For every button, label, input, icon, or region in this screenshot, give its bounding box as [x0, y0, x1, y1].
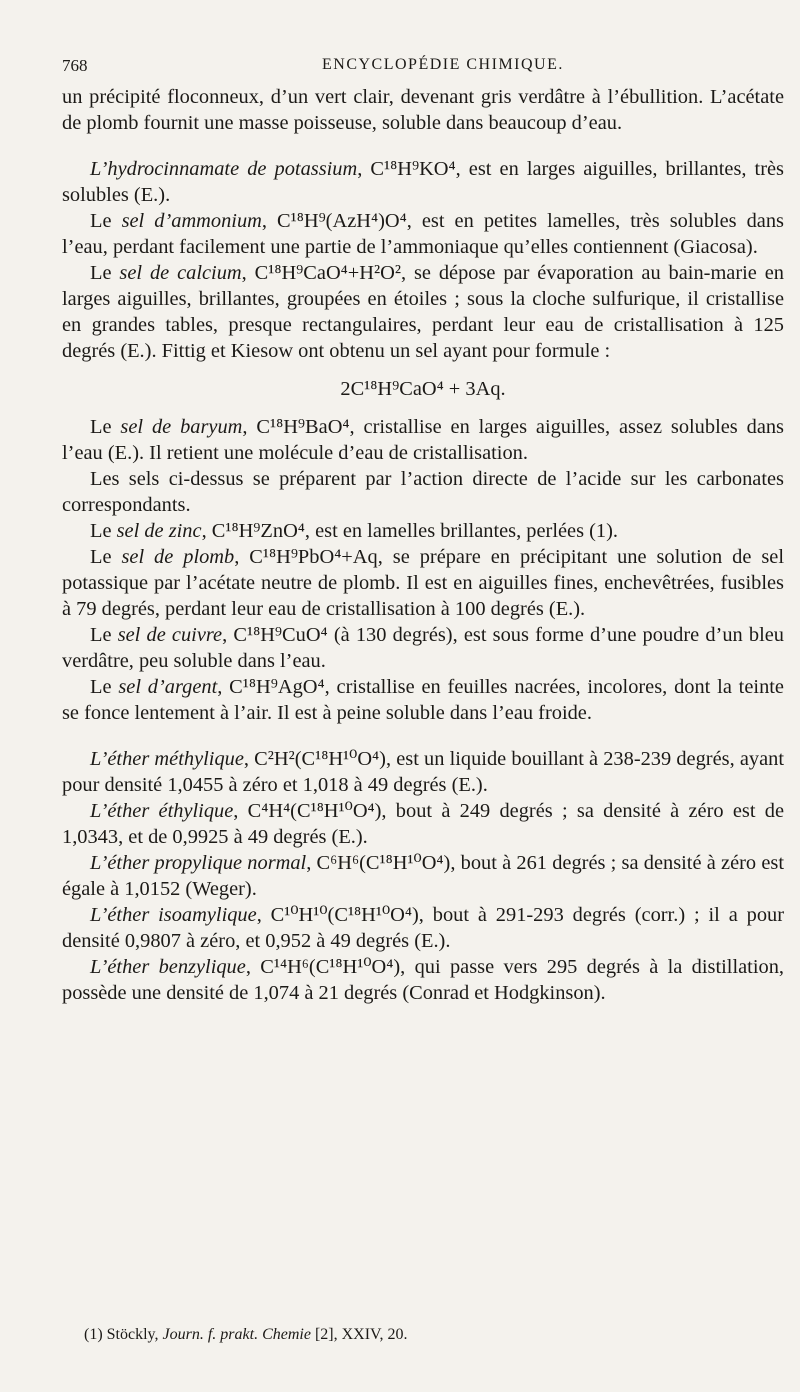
term: L’éther méthylique	[90, 748, 244, 770]
paragraph-silver-salt: Le sel d’argent, C¹⁸H⁹AgO⁴, cristallise en feuilles nacrées, incolores, dont la teinte se fonce lentement à l’air. Il est à peine soluble dans l’eau froide.	[62, 676, 784, 724]
paragraph-methyl-ether: L’éther méthylique, C²H²(C¹⁸H¹⁰O⁴), est un liquide bouillant à 238-239 degrés, ayant pour densité 1,0455 à zéro et 1,018 à 49 degrés (E.).	[62, 748, 784, 796]
paragraph-propyl-ether: L’éther propylique normal, C⁶H⁶(C¹⁸H¹⁰O⁴), bout à 261 degrés ; sa densité à zéro est égale à 1,0152 (Weger).	[62, 852, 784, 900]
paragraph-ethyl-ether: L’éther éthylique, C⁴H⁴(C¹⁸H¹⁰O⁴), bout à 249 degrés ; sa densité à zéro est de 1,0343, et de 0,9925 à 49 degrés (E.).	[62, 800, 784, 848]
term: sel de baryum	[120, 416, 243, 438]
page-number: 768	[62, 56, 88, 75]
term: sel d’argent	[118, 676, 218, 698]
journal-title: Journ. f. prakt. Chemie	[162, 1326, 311, 1343]
page-body	[62, 84, 784, 1006]
paragraph-barium-salt: Le sel de baryum, C¹⁸H⁹BaO⁴, cristallise en larges aiguilles, assez solubles dans l’eau (E.). Il retient une molécule d’eau de cristallisation.	[62, 416, 784, 464]
paragraph-isoamyl-ether: L’éther isoamylique, C¹⁰H¹⁰(C¹⁸H¹⁰O⁴), bout à 291-293 degrés (corr.) ; il a pour densité 0,9807 à zéro, et 0,952 à 49 degrés (E.).	[62, 904, 785, 952]
term: L’éther isoamylique	[90, 904, 257, 926]
term: sel d’ammonium	[121, 210, 262, 232]
paragraph-preparation: Les sels ci-dessus se préparent par l’action directe de l’acide sur les carbonates correspondants.	[62, 468, 784, 516]
term: L’hydrocinnamate de potassium	[90, 158, 358, 180]
footnote: (1) Stöckly, Journ. f. prakt. Chemie [2], XXIV, 20.	[84, 1326, 408, 1343]
paragraph-calcium-salt: Le sel de calcium, C¹⁸H⁹CaO⁴+H²O², se dépose par évaporation au bain-marie en larges aiguilles, brillantes, groupées en étoiles ; sous la cloche sulfurique, il cristallise en grandes tables, presque rectangulaires, perdant leur eau de cristallisation à 125 degrés (E.). Fittig et Kiesow ont obtenu un sel ayant pour formule :	[62, 262, 784, 362]
term: sel de cuivre	[117, 624, 223, 646]
term: sel de calcium	[119, 262, 242, 284]
paragraph-ammonium-salt: Le sel d’ammonium, C¹⁸H⁹(AzH⁴)O⁴, est en petites lamelles, très solubles dans l’eau, perdant facilement une partie de l’ammoniaque qu’elles contiennent (Giacosa).	[62, 210, 784, 258]
term: L’éther éthylique	[90, 800, 234, 822]
paragraph-zinc-salt: Le sel de zinc, C¹⁸H⁹ZnO⁴, est en lamelles brillantes, perlées (1).	[90, 520, 619, 542]
paragraph-lead-salt: Le sel de plomb, C¹⁸H⁹PbO⁴+Aq, se prépare en précipitant une solution de sel potassique par l’acétate neutre de plomb. Il est en aiguilles fines, enchevêtrées, fusibles à 79 degrés, perdant leur eau de cristallisation à 100 degrés (E.).	[62, 546, 784, 620]
term: sel de zinc	[116, 520, 202, 542]
paragraph-benzyl-ether: L’éther benzylique, C¹⁴H⁶(C¹⁸H¹⁰O⁴), qui passe vers 295 degrés à la distillation, possède une densité de 1,074 à 21 degrés (Conrad et Hodgkinson).	[62, 956, 784, 1004]
running-header	[62, 56, 760, 84]
term: sel de plomb	[121, 546, 235, 568]
term: L’éther propylique normal	[90, 852, 307, 874]
paragraph-potassium-salt: L’hydrocinnamate de potassium, C¹⁸H⁹KO⁴, est en larges aiguilles, brillantes, très solubles (E.).	[62, 158, 784, 206]
term: L’éther benzylique	[90, 956, 246, 978]
paragraph-continued: un précipité floconneux, d’un vert clair, devenant gris verdâtre à l’ébullition. L’acétate de plomb fournit une masse poisseuse, soluble dans beaucoup d’eau.	[62, 86, 784, 134]
formula: 2C¹⁸H⁹CaO⁴ + 3Aq.	[340, 378, 506, 400]
paragraph-copper-salt: Le sel de cuivre, C¹⁸H⁹CuO⁴ (à 130 degrés), est sous forme d’une poudre d’un bleu verdâtre, peu soluble dans l’eau.	[62, 624, 784, 672]
running-title: ENCYCLOPÉDIE CHIMIQUE.	[322, 56, 564, 73]
